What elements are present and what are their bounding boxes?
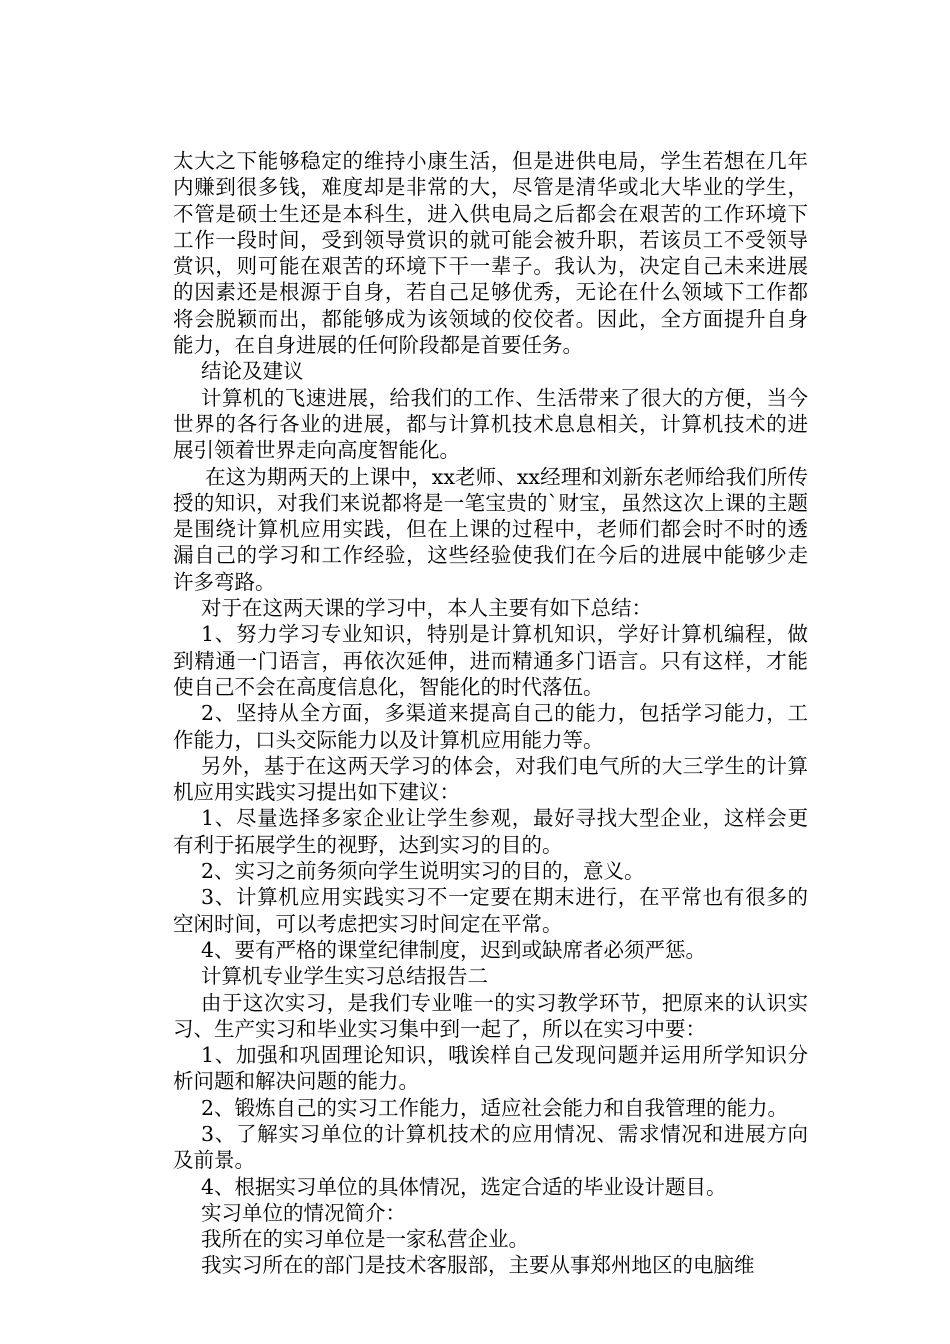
paragraph-department: 我实习所在的部门是技术客服部，主要从事郑州地区的电脑维 <box>201 1253 755 1278</box>
purpose-item-3: 3、了解实习单位的计算机技术的应用情况、需求情况和进展方向及前景。 <box>173 1121 808 1173</box>
heading-unit-intro: 实习单位的情况简介： <box>201 1200 406 1225</box>
purpose-item-1: 1、加强和巩固理论知识，哦诶样自己发现问题并运用所学知识分析问题和解决问题的能力。 <box>173 1043 808 1094</box>
paragraph-internship-purpose: 由于这次实习，是我们专业唯一的实习教学环节，把原来的认识实习、生产实习和毕业实习集中到一起了，所以在实习中要： <box>173 990 808 1041</box>
paragraph-two-day-course: 在这为期两天的上课中，xx老师、xx经理和刘新东老师给我们所传授的知识，对我们来说都将是一笔宝贵的`财宝，虽然这次上课的主题是围绕计算机应用实践，但在上课的过程中，老师们都会时不时的透漏自己的学习和工作经验，这些经验使我们在今后的进展中能够少走许多弯路。 <box>173 464 808 594</box>
heading-conclusion: 结论及建议 <box>201 359 304 384</box>
purpose-item-2: 2、锻炼自己的实习工作能力，适应社会能力和自我管理的能力。 <box>201 1095 789 1120</box>
summary-item-1: 1、努力学习专业知识，特别是计算机知识，学好计算机编程，做到精通一门语言，再依次延伸，进而精通多门语言。只有这样，才能使自己不会在高度信息化，智能化的时代落伍。 <box>173 622 808 699</box>
suggestion-item-1: 1、尽量选择多家企业让学生参观，最好寻找大型企业，这样会更有利于拓展学生的视野，达到实习的目的。 <box>173 806 808 857</box>
paragraph-suggestions-intro: 另外，基于在这两天学习的体会，对我们电气所的大三学生的计算机应用实践实习提出如下建议： <box>173 753 808 805</box>
paragraph-intro-continued: 太大之下能够稳定的维持小康生活，但是进供电局，学生若想在几年内赚到很多钱，难度却是非常的大，尽管是清华或北大毕业的学生，不管是硕士生还是本科生，进入供电局之后都会在艰苦的工作环境下工作一段时间，受到领导赏识的就可能会被升职，若该员工不受领导赏识，则可能在艰苦的环境下干一辈子。我认为，决定自己未来进展的因素还是根源于自身，若自己足够优秀，无论在什么领域下工作都将会脱颖而出，都能够成为该领域的佼佼者。因此，全方面提升自身能力，在自身进展的任何阶段都是首要任务。 <box>173 149 808 358</box>
paragraph-summary-intro: 对于在这两天课的学习中，本人主要有如下总结： <box>201 596 652 621</box>
document-page <box>173 148 808 1279</box>
suggestion-item-2: 2、实习之前务须向学生说明实习的目的，意义。 <box>201 859 645 884</box>
summary-item-2: 2、坚持从全方面，多渠道来提高自己的能力，包括学习能力，工作能力，口头交际能力以及计算机应用能力等。 <box>173 701 808 752</box>
paragraph-unit-type: 我所在的实习单位是一家私营企业。 <box>201 1227 529 1252</box>
heading-report-two: 计算机专业学生实习总结报告二 <box>201 964 488 989</box>
suggestion-item-3: 3、计算机应用实践实习不一定要在期末进行，在平常也有很多的空闲时间，可以考虑把实习时间定在平常。 <box>173 885 808 936</box>
suggestion-item-4: 4、要有严格的课堂纪律制度，迟到或缺席者必须严惩。 <box>201 937 707 962</box>
paragraph-computer-development: 计算机的飞速进展，给我们的工作、生活带来了很大的方便，当今世界的各行各业的进展，都与计算机技术息息相关，计算机技术的进展引领着世界走向高度智能化。 <box>173 385 808 463</box>
purpose-item-4: 4、根据实习单位的具体情况，选定合适的毕业设计题目。 <box>201 1174 727 1199</box>
